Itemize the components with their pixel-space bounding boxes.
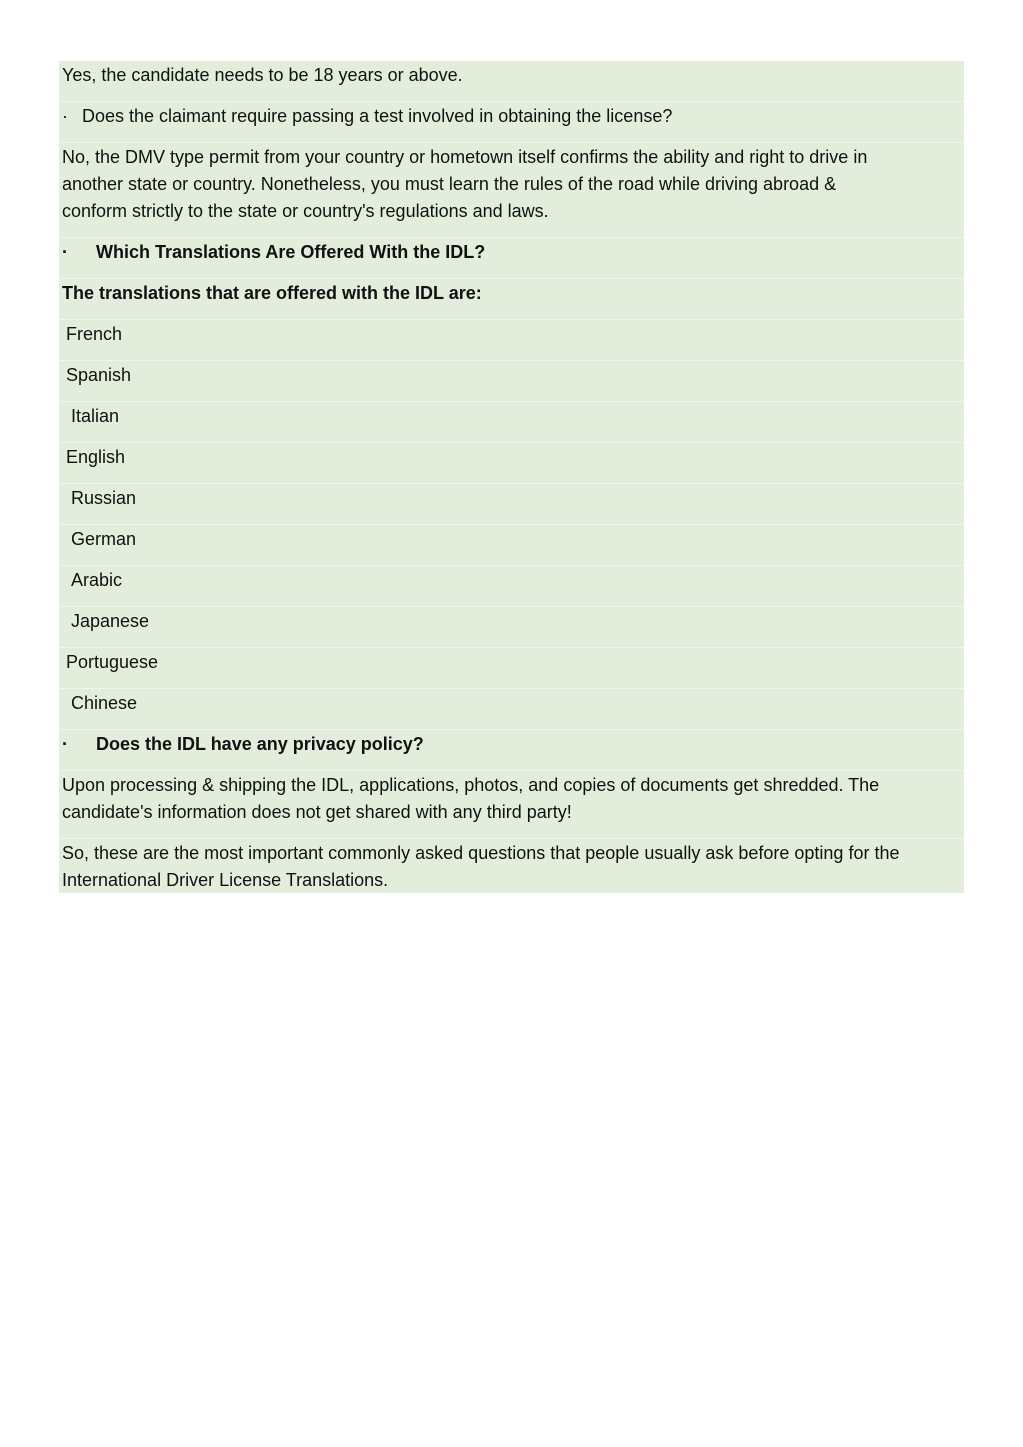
question-test-required: [62, 103, 961, 130]
language-item-spanish: Spanish: [66, 365, 132, 385]
row-divider: [59, 647, 964, 648]
row-divider: [59, 360, 964, 361]
answer-dmv-permit-line-2: another state or country. Nonetheless, you must learn the rules of the road while driving abroad &: [62, 174, 837, 194]
row-divider: [59, 442, 964, 443]
row-divider: [59, 838, 964, 839]
question-translations-offered-text: Which Translations Are Offered With the IDL?: [96, 242, 486, 262]
answer-dmv-permit-line-1: No, the DMV type permit from your country or hometown itself confirms the ability and right to drive in: [62, 147, 868, 167]
bullet-icon: ·: [62, 242, 68, 262]
row-divider: [59, 729, 964, 730]
question-privacy-policy: [62, 731, 961, 758]
row-divider: [59, 142, 964, 143]
answer-age-requirement: Yes, the candidate needs to be 18 years or above.: [62, 65, 463, 85]
answer-dmv-permit: [62, 144, 961, 225]
closing-paragraph: [62, 840, 961, 894]
language-item-english: English: [66, 447, 126, 467]
row-divider: [59, 101, 964, 102]
row-divider: [59, 483, 964, 484]
question-test-required-text: Does the claimant require passing a test involved in obtaining the license?: [82, 106, 673, 126]
bullet-icon: ·: [62, 106, 68, 126]
answer-dmv-permit-line-3: conform strictly to the state or country's regulations and laws.: [62, 201, 549, 221]
row-divider: [59, 524, 964, 525]
closing-paragraph-line-1: So, these are the most important commonly asked questions that people usually ask before opting for the: [62, 843, 900, 863]
answer-privacy-policy-line-2: candidate's information does not get shared with any third party!: [62, 802, 572, 822]
language-item-japanese: Japanese: [71, 611, 150, 631]
language-item-italian: Italian: [71, 406, 120, 426]
row-divider: [59, 565, 964, 566]
row-divider: [59, 606, 964, 607]
language-item-chinese: Chinese: [71, 693, 138, 713]
row-divider: [59, 401, 964, 402]
language-item-french: French: [66, 324, 123, 344]
language-item-german: German: [71, 529, 137, 549]
faq-content-block: [59, 61, 964, 893]
bullet-icon: ·: [62, 734, 68, 754]
question-translations-offered: [62, 239, 961, 266]
row-divider: [59, 237, 964, 238]
row-divider: [59, 278, 964, 279]
language-item-arabic: Arabic: [71, 570, 123, 590]
language-item-portuguese: Portuguese: [66, 652, 159, 672]
answer-privacy-policy-line-1: Upon processing & shipping the IDL, applications, photos, and copies of documents get shredded. The: [62, 775, 880, 795]
closing-paragraph-line-2: International Driver License Translations.: [62, 870, 389, 890]
translations-heading: The translations that are offered with the IDL are:: [62, 283, 482, 303]
row-divider: [59, 688, 964, 689]
language-item-russian: Russian: [71, 488, 137, 508]
answer-privacy-policy: [62, 772, 961, 826]
row-divider: [59, 770, 964, 771]
row-divider: [59, 319, 964, 320]
question-privacy-policy-text: Does the IDL have any privacy policy?: [96, 734, 424, 754]
